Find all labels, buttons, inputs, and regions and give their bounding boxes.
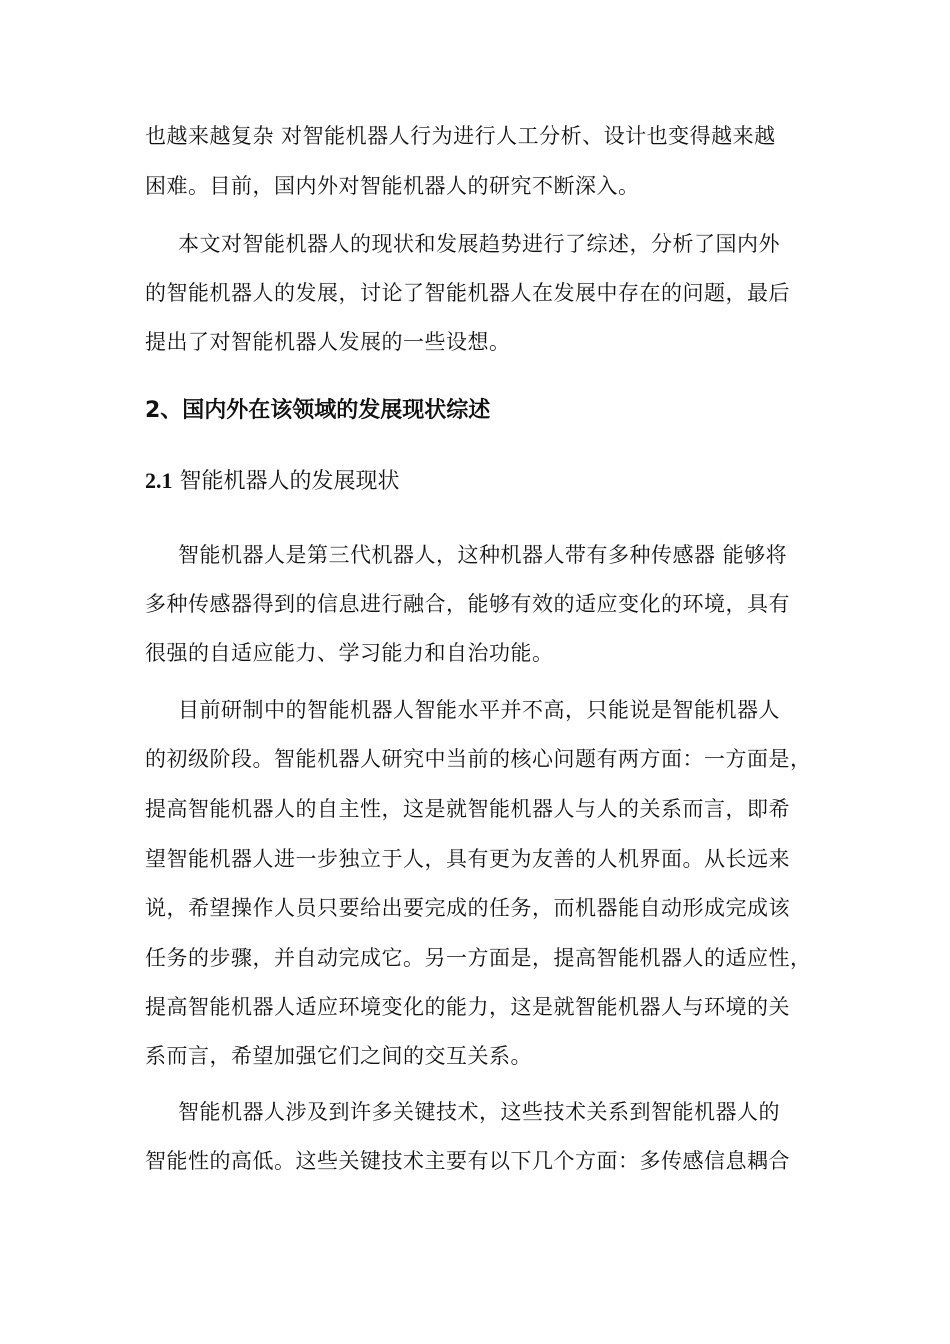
paragraph-3-line-2: 多种传感器得到的信息进行融合，能够有效的适应变化的环境，具有 (145, 592, 790, 616)
paragraph-4-line-5: 说，希望操作人员只要给出要完成的任务，而机器能自动形成完成该 (145, 896, 790, 920)
paragraph-4-line-6: 任务的步骤，并自动完成它。另一方面是，提高智能机器人的适应性， (145, 946, 812, 970)
paragraph-4-line-2: 的初级阶段。智能机器人研究中当前的核心问题有两方面：一方面是， (145, 747, 812, 771)
paragraph-1-line-1: 也越来越复杂 对智能机器人行为进行人工分析、设计也变得越来越 (145, 124, 776, 148)
paragraph-4-line-7: 提高智能机器人适应环境变化的能力，这是就智能机器人与环境的关 (145, 995, 790, 1019)
section-2-1-title: 智能机器人的发展现状 (179, 469, 400, 494)
paragraph-4-line-3: 提高智能机器人的自主性，这是就智能机器人与人的关系而言，即希 (145, 797, 790, 821)
paragraph-4-line-1: 目前研制中的智能机器人智能水平并不高，只能说是智能机器人 (178, 698, 780, 722)
paragraph-3-line-3: 很强的自适应能力、学习能力和自治功能。 (145, 641, 554, 665)
section-2-1-heading (145, 465, 400, 498)
paragraph-2-line-3: 提出了对智能机器人发展的一些设想。 (145, 330, 511, 354)
section-2-heading: 2、国内外在该领域的发展现状综述 (145, 398, 491, 423)
paragraph-5-line-1: 智能机器人涉及到许多关键技术，这些技术关系到智能机器人的 (178, 1100, 780, 1124)
paragraph-4-line-8: 系而言，希望加强它们之间的交互关系。 (145, 1044, 532, 1068)
paragraph-2-line-2: 的智能机器人的发展，讨论了智能机器人在发展中存在的问题，最后 (145, 281, 790, 305)
paragraph-1-line-2: 困难。目前，国内外对智能机器人的研究不断深入。 (145, 174, 640, 198)
paragraph-2-line-1: 本文对智能机器人的现状和发展趋势进行了综述，分析了国内外 (178, 232, 780, 256)
paragraph-3-line-1: 智能机器人是第三代机器人，这种机器人带有多种传感器 能够将 (178, 543, 788, 567)
paragraph-4-line-4: 望智能机器人进一步独立于人，具有更为友善的人机界面。从长远来 (145, 847, 790, 871)
paragraph-5-line-2: 智能性的高低。这些关键技术主要有以下几个方面：多传感信息耦合 (145, 1149, 790, 1173)
section-2-1-number: 2.1 (145, 468, 173, 493)
